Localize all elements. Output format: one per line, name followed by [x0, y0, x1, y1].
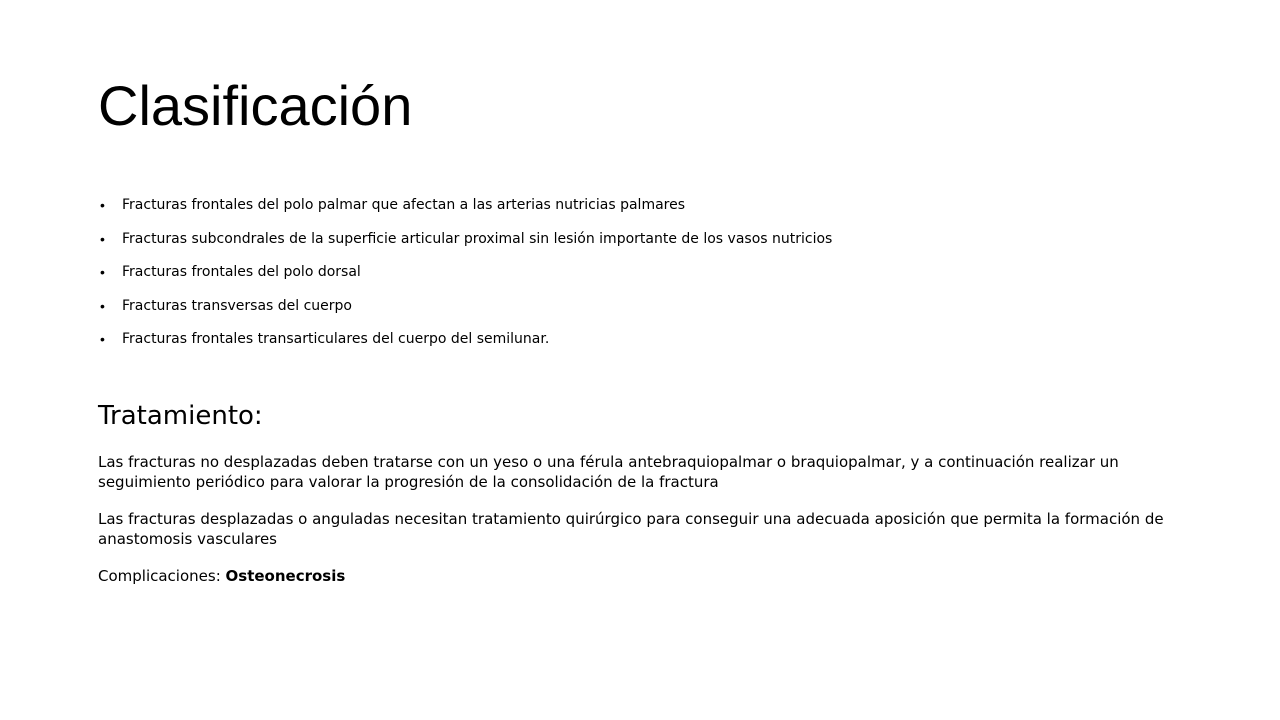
bullet-icon: • [100, 297, 105, 314]
list-item [98, 329, 1178, 349]
list-item-text: Fracturas frontales del polo dorsal [122, 264, 361, 280]
complications-label: Complicaciones: [98, 567, 226, 585]
slide-title: Clasificación [98, 74, 413, 137]
list-item [98, 229, 1178, 249]
treatment-paragraph-nondisplaced: Las fracturas no desplazadas deben tratarse con un yeso o una férula antebraquiopalmar o braquiopalmar, y a continuación realizar un seguimiento periódico para valorar la progresión de la consolidación de la fractura [98, 453, 1119, 491]
bullet-icon: • [100, 331, 105, 347]
classification-list [98, 195, 1178, 363]
treatment-paragraph-displaced: Las fracturas desplazadas o anguladas necesitan tratamiento quirúrgico para conseguir una adecuada aposición que permita la formación de anastomosis vasculares [98, 510, 1164, 548]
treatment-heading: Tratamiento: [98, 401, 263, 431]
bullet-icon: • [100, 197, 105, 213]
list-item [98, 262, 1178, 282]
list-item-text: Fracturas transversas del cuerpo [122, 297, 353, 314]
list-item-text: Fracturas frontales del polo palmar que afectan a las arterias nutricias palmares [122, 197, 686, 213]
bullet-icon: • [100, 264, 105, 280]
list-item-text: Fracturas frontales transarticulares del cuerpo del semilunar. [122, 331, 550, 347]
list-item-text: Fracturas subcondrales de la superficie articular proximal sin lesión importante de los vasos nutricios [122, 230, 833, 247]
complications-line [98, 566, 1178, 586]
complications-value: Osteonecrosis [225, 567, 346, 585]
list-item [98, 195, 1178, 215]
list-item [98, 296, 1178, 316]
bullet-icon: • [100, 230, 105, 247]
